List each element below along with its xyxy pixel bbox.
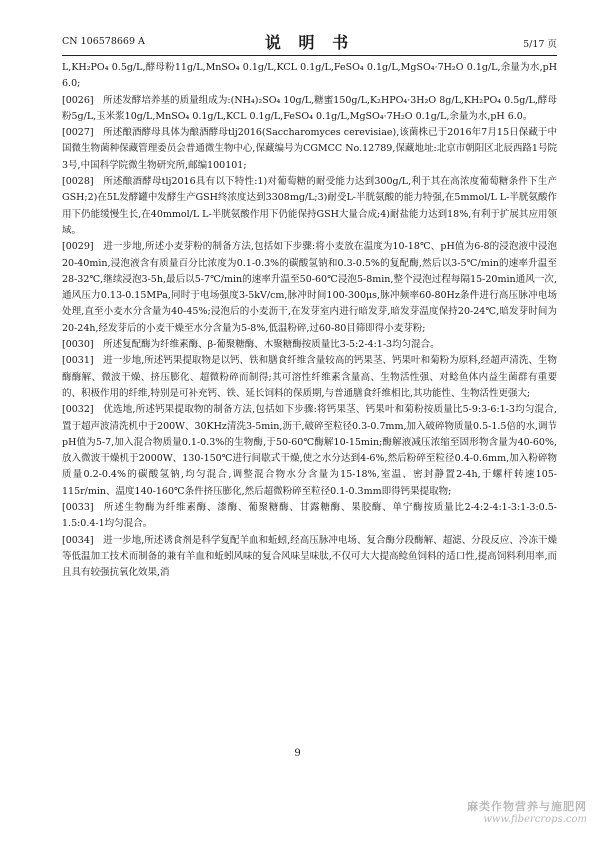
paragraph-number: [0032] [62, 404, 94, 416]
paragraph-number: [0028] [62, 176, 94, 188]
paragraph [62, 60, 557, 93]
paragraph-text: 所述发酵培养基的质量组成为:(NH₄)₂SO₄ 10g/L,糖蜜150g/L,K₂HPO₄·3H₂O 8g/L,KH₂PO₄ 0.5g/L,酵母粉5g/L,玉米浆10g/L,MnSO₄ 0.1g/L,KCL 0.1g/L,FeSO₄ 0.1g/L,MgSO₄·7H₂O 0.1g/L,余量为水,pH 6.0。 [62, 94, 557, 122]
paragraph-number: [0029] [62, 241, 94, 253]
paragraph-text: 进一步地,所述钙果提取物是以钙、铁和膳食纤维含量较高的钙果茎、钙果叶和菊粉为原料,经超声清洗、生物酶酶解、微波干燥、挤压膨化、超微粉碎而制得;其可溶性纤维素含量高、生物活性强、对鲶鱼体内益生菌群有重要的、积极作用的纤维,特别是可补充钙、铁、延长饲料的保质期,与普通膳食纤维相比,其功能性、生物活性更强大; [62, 355, 557, 399]
page-indicator: 5/17 页 [523, 39, 557, 50]
document-body [62, 60, 557, 582]
paragraph [62, 174, 557, 239]
paragraph-number: [0027] [62, 127, 94, 139]
paragraph [62, 337, 557, 353]
paragraph-text: 所述酿酒酵母tlj2016具有以下特性:1)对葡萄糖的耐受能力达到300g/L,利于其在高浓度葡萄糖条件下生产GSH;2)在5L发酵罐中发酵生产GSH终浓度达到3308mg/L;3)耐受L-半胱氨酸的能力特强,在5mmol/L L-半胱氨酸作用下仍能缓慢生长,在40mmol/L L-半胱氨酸作用下仍能保持GSH大量合成;4)耐盐能力达到18%,有利于扩展其应用领域。 [62, 176, 557, 236]
paragraph-number: [0034] [62, 534, 94, 546]
paragraph-text: L,KH₂PO₄ 0.5g/L,酵母粉11g/L,MnSO₄ 0.1g/L,KCL 0.1g/L,FeSO₄ 0.1g/L,MgSO₄·7H₂O 0.1g/L,余量为水,pH 6.0; [62, 62, 557, 90]
paragraph-number: [0033] [62, 502, 94, 514]
watermark-site-name: 麻类作物营养与施肥网 [467, 800, 587, 813]
paragraph [62, 533, 557, 582]
paragraph-text: 所述酿酒酵母具体为酿酒酵母tlj2016(Saccharomyces cerevisiae),该菌株已于2016年7月15日保藏于中国微生物菌种保藏管理委员会普通微生物中心,保藏编号为CGMCC No.12789,保藏地址:北京市朝阳区北辰西路1号院3号,中国科学院微生物研究所,邮编100101; [62, 127, 557, 171]
document-title: 说 明 书 [264, 33, 355, 52]
paragraph-number: [0030] [62, 339, 94, 351]
watermark [467, 798, 587, 825]
paragraph-number: [0031] [62, 355, 94, 367]
paragraph-text: 进一步地,所述诱食剂是科学复配羊血和蚯蚓,经高压脉冲电场、复合酶分段酶解、超滤、分段反应、冷冻干燥等低温加工技术而制备的兼有羊血和蚯蚓风味的复合风味呈味肽,不仅可大大提高鲶鱼饲料的适口性,提高饲料利用率,而且具有较强抗氧化效果,消 [62, 534, 557, 579]
paragraph-text: 所述复配酶为纤维素酶、β-葡聚糖酶、木聚糖酶按质量比3-5:2-4:1-3均匀混合。 [103, 339, 440, 351]
paragraph-text: 进一步地,所述小麦芽粉的制备方法,包括如下步骤:将小麦放在温度为10-18℃、pH值为6-8的浸泡液中浸泡20-40min,浸泡液含有质量百分比浓度为0.1-0.3%的碳酸氢钠和0.3-0.5%的复配酶,然后以3-5℃/min的速率升温至28-32℃,继续浸泡3-5h,最后以5-7℃/min的速率升温至50-60℃浸泡5-8min,整个浸泡过程每隔15-20min通风一次,通风压力0.13-0.15MPa,同时于电场强度3-5kV/cm,脉冲时间100-300μs,脉冲频率60-80Hz条件进行高压脉冲电场处理,直至小麦水分含量为40-45%;浸泡后的小麦沥干,在发芽室内进行暗发芽,暗发芽温度保持20-24℃,暗发芽时间为20-24h,经发芽后的小麦干燥至水分含量为5-8%,低温粉碎,过60-80目筛即得小麦芽粉; [62, 241, 557, 334]
page-header [62, 30, 557, 52]
patent-number: CN 106578669 A [62, 36, 145, 47]
paragraph-number: [0026] [62, 94, 94, 106]
watermark-url: www.fibercrops.com [483, 814, 587, 825]
page-number: 9 [294, 748, 301, 759]
paragraph [62, 239, 557, 337]
paragraph [62, 93, 557, 126]
paragraph-text: 所述生物酶为纤维素酶、漆酶、葡聚糖酶、甘露糖酶、果胶酶、单宁酶按质量比2-4:2-4:1-3:1-3:0.5-1.5:0.4-1均匀混合。 [62, 502, 557, 530]
paragraph [62, 500, 557, 533]
header-divider [62, 55, 557, 56]
paragraph [62, 402, 557, 500]
paragraph [62, 353, 557, 402]
paragraph-text: 优选地,所述钙果提取物的制备方法,包括如下步骤:将钙果茎、钙果叶和菊粉按质量比5-9:3-6:1-3均匀混合,置于超声波清洗机中于200W、30KHz清洗3-5min,沥干,破碎至粒径0.3-0.7mm,加入破碎物质量0.5-1.5倍的水,调节pH值为5-7,加入混合物质量0.1-0.3%的生物酶,于50-60℃酶解10-15min;酶解液减压浓缩至固形物含量为40-60%,放入微波干燥机于2000W、130-150℃进行间歇式干燥,使之水分达到4-6%,然后粉碎至粒径0.4-0.6mm,加入粉碎物质量0.2-0.4%的碳酸氢钠,均匀混合,调整混合物水分含量为15-18%,室温、密封静置2-4h,于螺杆转速105-115r/min、温度140-160℃条件挤压膨化,然后超微粉碎至粒径0.1-0.3mm即得钙果提取物; [62, 404, 557, 497]
paragraph [62, 125, 557, 174]
